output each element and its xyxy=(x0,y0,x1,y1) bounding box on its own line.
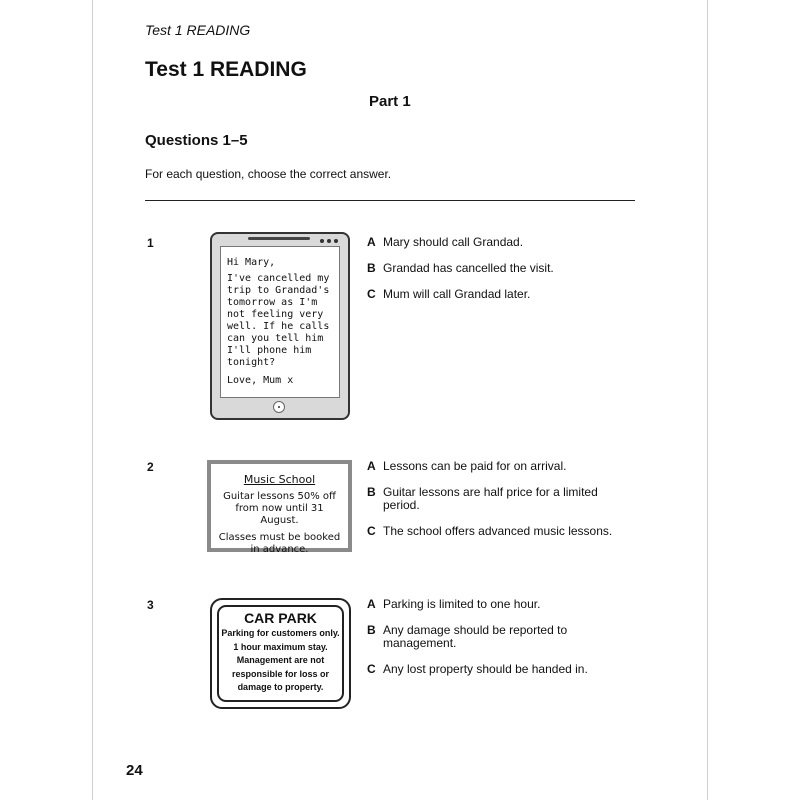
notice-line: Management are not xyxy=(236,655,325,665)
option-c[interactable] xyxy=(367,288,627,301)
page-number: 24 xyxy=(126,762,143,779)
answer-options xyxy=(367,236,627,314)
phone-camera-dot xyxy=(327,239,331,243)
question-number: 1 xyxy=(147,236,154,250)
notice-line: Classes must be booked in advance. xyxy=(218,532,341,555)
option-c[interactable] xyxy=(367,525,627,538)
option-letter: C xyxy=(367,524,376,538)
question-number: 2 xyxy=(147,460,154,474)
option-letter: B xyxy=(367,261,376,275)
option-b[interactable] xyxy=(367,262,627,275)
option-b[interactable] xyxy=(367,486,627,512)
option-letter: C xyxy=(367,662,376,676)
car-park-notice-inner xyxy=(217,605,344,702)
option-text: Mary should call Grandad. xyxy=(383,235,524,249)
option-letter: A xyxy=(367,597,376,611)
phone-home-button xyxy=(273,401,285,413)
message-signoff: Love, Mum x xyxy=(227,375,294,386)
text-message xyxy=(220,246,340,398)
option-text: Mum will call Grandad later. xyxy=(383,287,531,301)
music-school-notice xyxy=(207,460,352,555)
notice-line: Parking for customers only. xyxy=(221,628,340,638)
option-a[interactable] xyxy=(367,236,627,249)
option-text: Lessons can be paid for on arrival. xyxy=(383,459,567,473)
answer-options xyxy=(367,598,627,689)
notice-line: damage to property. xyxy=(237,682,324,692)
notice-title: CAR PARK xyxy=(244,610,317,626)
option-a[interactable] xyxy=(367,460,627,473)
page-title: Test 1 READING xyxy=(145,58,307,81)
option-letter: A xyxy=(367,459,376,473)
option-letter: B xyxy=(367,485,376,499)
answer-options xyxy=(367,460,627,551)
phone-camera-dot xyxy=(320,239,324,243)
option-letter: A xyxy=(367,235,376,249)
running-header: Test 1 READING xyxy=(145,22,251,38)
phone-speaker xyxy=(248,237,310,240)
option-text: Guitar lessons are half price for a limited period. xyxy=(383,485,598,512)
message-greeting: Hi Mary, xyxy=(227,257,276,268)
questions-heading: Questions 1–5 xyxy=(145,132,248,149)
option-c[interactable] xyxy=(367,663,627,676)
option-text: Any damage should be reported to management. xyxy=(383,623,568,650)
question-number: 3 xyxy=(147,598,154,612)
option-text: Grandad has cancelled the visit. xyxy=(383,261,554,275)
message-body: I've cancelled my trip to Grandad's tomorrow as I'm not feeling very well. If he calls can you tell him I'll phone him tonight? xyxy=(227,273,330,368)
option-letter: C xyxy=(367,287,376,301)
option-text: Parking is limited to one hour. xyxy=(383,597,541,611)
option-text: Any lost property should be handed in. xyxy=(383,662,588,676)
notice-line: responsible for loss or xyxy=(231,668,330,679)
phone-illustration xyxy=(210,232,350,420)
part-label: Part 1 xyxy=(369,93,411,110)
option-a[interactable] xyxy=(367,598,627,611)
notice-line: 1 hour maximum stay. xyxy=(233,641,328,652)
option-text: The school offers advanced music lessons. xyxy=(383,524,613,538)
notice-line: Guitar lessons 50% off from now until 31 August. xyxy=(223,491,336,526)
notice-title: Music School xyxy=(243,473,316,486)
car-park-notice xyxy=(210,598,351,709)
divider xyxy=(145,200,635,201)
phone-camera-dot xyxy=(334,239,338,243)
option-b[interactable] xyxy=(367,624,627,650)
option-letter: B xyxy=(367,623,376,637)
instructions: For each question, choose the correct answer. xyxy=(145,167,392,181)
